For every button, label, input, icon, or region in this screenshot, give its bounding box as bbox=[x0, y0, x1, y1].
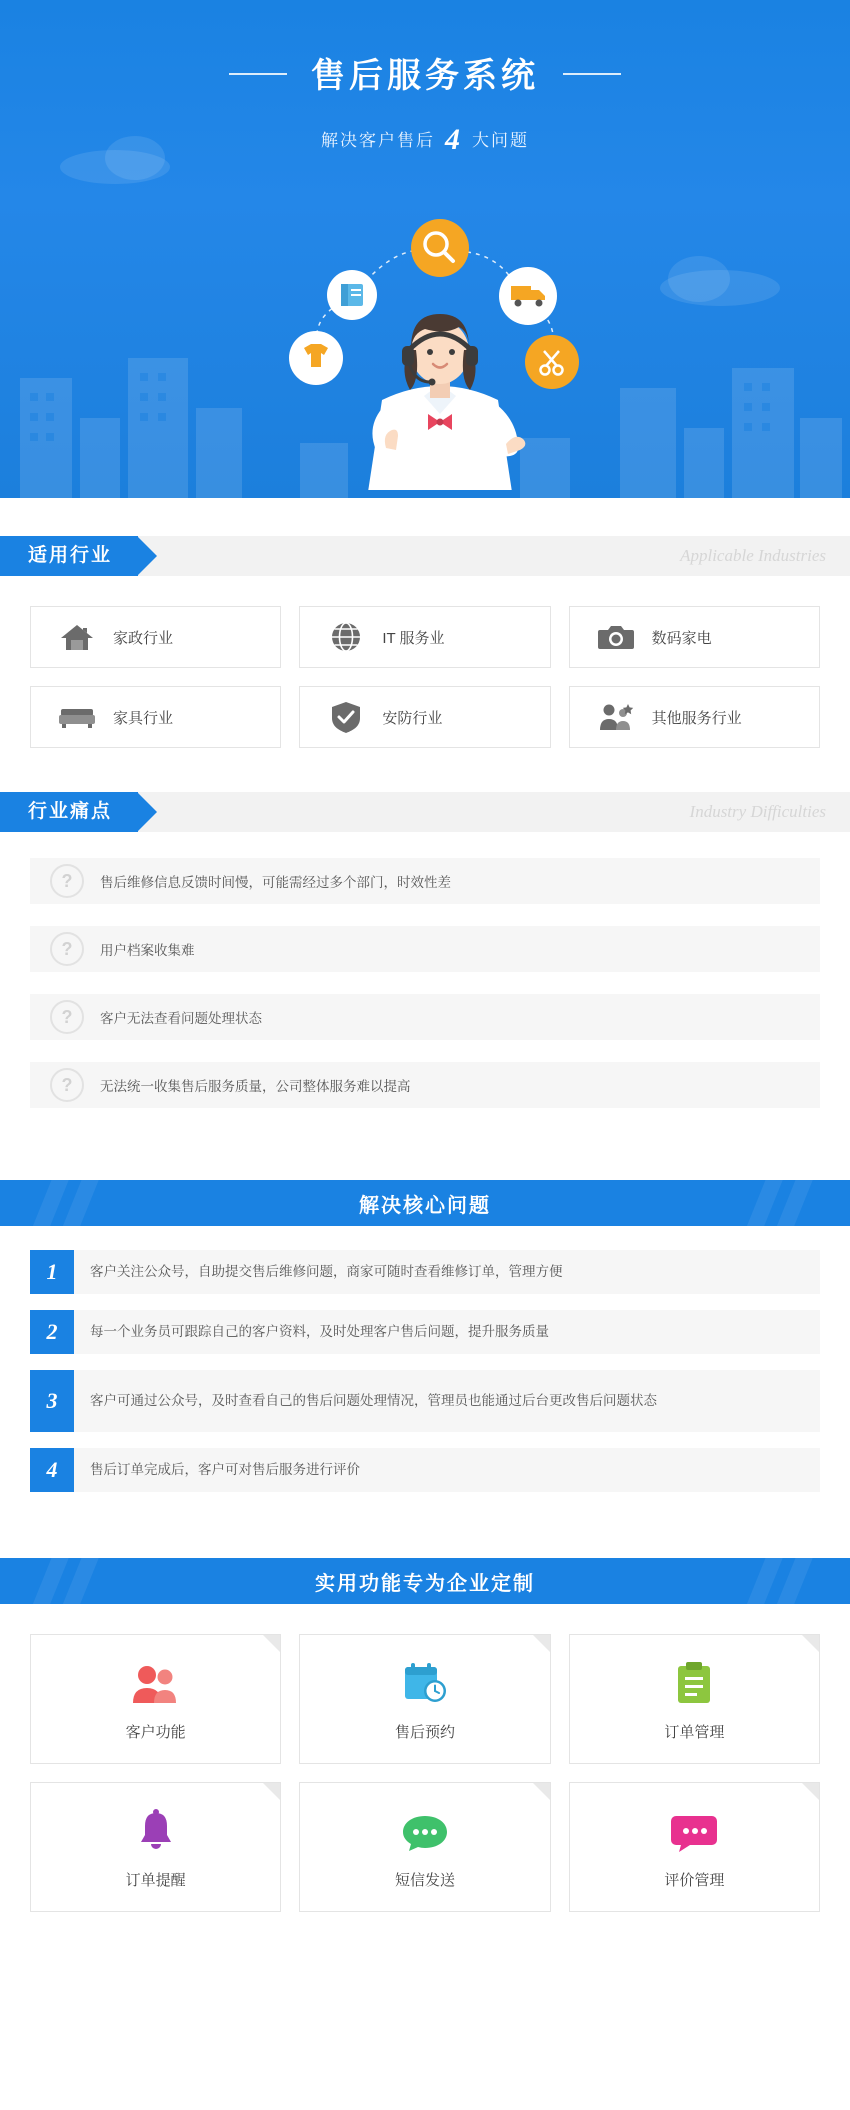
banner-features bbox=[0, 1558, 850, 1604]
solution-number: 4 bbox=[30, 1448, 74, 1492]
bubble-shirt-icon bbox=[289, 331, 343, 385]
pain-point-text: 售后维修信息反馈时间慢，可能需经过多个部门，时效性差 bbox=[100, 875, 451, 890]
sofa-icon bbox=[57, 700, 97, 734]
industry-label: 家政行业 bbox=[113, 629, 174, 647]
banner-solutions bbox=[0, 1180, 850, 1226]
corner-fold-decoration bbox=[533, 1783, 550, 1800]
feature-card-order-management[interactable] bbox=[569, 1634, 820, 1764]
pain-point-text: 客户无法查看问题处理状态 bbox=[100, 1011, 262, 1026]
solution-number: 1 bbox=[30, 1250, 74, 1294]
solution-number: 3 bbox=[30, 1370, 74, 1432]
corner-fold-decoration bbox=[263, 1635, 280, 1652]
industry-card-security[interactable] bbox=[299, 686, 550, 748]
question-mark-icon: ? bbox=[50, 932, 84, 966]
industry-card-furniture[interactable] bbox=[30, 686, 281, 748]
feature-label: 订单管理 bbox=[664, 1723, 725, 1741]
feature-card-appointment[interactable] bbox=[299, 1634, 550, 1764]
hero-title bbox=[311, 48, 539, 97]
industry-card-other-service[interactable] bbox=[569, 686, 820, 748]
camera-icon bbox=[596, 620, 636, 654]
section-en-industries: Applicable Industries bbox=[680, 546, 826, 565]
solution-row bbox=[30, 1370, 820, 1432]
feature-label: 售后预约 bbox=[394, 1723, 455, 1741]
pain-point-row bbox=[30, 994, 820, 1040]
feature-label: 评价管理 bbox=[664, 1871, 725, 1889]
pain-point-row bbox=[30, 1062, 820, 1108]
feature-card-customers[interactable] bbox=[30, 1634, 281, 1764]
corner-fold-decoration bbox=[263, 1783, 280, 1800]
industry-card-digital-appliance[interactable] bbox=[569, 606, 820, 668]
title-rule-right bbox=[563, 73, 621, 75]
bell-icon bbox=[135, 1805, 177, 1853]
industry-label: 安防行业 bbox=[382, 709, 443, 727]
section-header-difficulties bbox=[0, 792, 850, 832]
clipboard-icon bbox=[674, 1657, 714, 1705]
title-rule-left bbox=[229, 73, 287, 75]
hero-title-block bbox=[0, 0, 850, 97]
question-mark-icon: ? bbox=[50, 1068, 84, 1102]
feature-label: 客户功能 bbox=[125, 1723, 186, 1741]
pain-point-text: 无法统一收集售后服务质量，公司整体服务难以提高 bbox=[100, 1079, 411, 1094]
people-star-icon bbox=[596, 700, 636, 734]
bubble-search-icon bbox=[411, 219, 469, 277]
feature-label: 短信发送 bbox=[394, 1871, 455, 1889]
solution-list bbox=[0, 1226, 850, 1518]
hero-banner bbox=[0, 0, 850, 498]
hero-subtitle-number: 4 bbox=[445, 123, 462, 156]
section-header-industries bbox=[0, 536, 850, 576]
banner-features-text: 实用功能专为企业定制 bbox=[315, 1572, 535, 1595]
industry-card-housekeeping[interactable] bbox=[30, 606, 281, 668]
pain-point-list bbox=[0, 832, 850, 1140]
comment-dots-icon bbox=[670, 1805, 718, 1853]
section-tag-difficulties: 行业痛点 bbox=[0, 792, 138, 832]
bubble-book-icon bbox=[327, 270, 377, 320]
hero-subtitle-before: 解决客户售后 bbox=[321, 131, 435, 150]
house-icon bbox=[57, 620, 97, 654]
solution-number: 2 bbox=[30, 1310, 74, 1354]
corner-fold-decoration bbox=[802, 1783, 819, 1800]
feature-card-sms[interactable] bbox=[299, 1782, 550, 1912]
operator-illustration bbox=[368, 314, 525, 490]
industry-label: 其他服务行业 bbox=[651, 709, 742, 727]
bubble-tools-icon bbox=[525, 335, 579, 389]
industry-label: 家具行业 bbox=[113, 709, 174, 727]
hero-illustration bbox=[0, 200, 850, 490]
question-mark-icon: ? bbox=[50, 864, 84, 898]
chat-bubble-icon bbox=[401, 1805, 449, 1853]
feature-grid bbox=[0, 1604, 850, 1952]
corner-fold-decoration bbox=[802, 1635, 819, 1652]
feature-card-order-reminder[interactable] bbox=[30, 1782, 281, 1912]
question-mark-icon: ? bbox=[50, 1000, 84, 1034]
shield-check-icon bbox=[326, 700, 366, 734]
industry-label: IT 服务业 bbox=[382, 629, 445, 647]
bubble-truck-icon bbox=[499, 267, 557, 325]
hero-subtitle bbox=[0, 123, 850, 157]
industry-label: 数码家电 bbox=[651, 629, 712, 647]
solution-text: 每一个业务员可跟踪自己的客户资料，及时处理客户售后问题，提升服务质量 bbox=[74, 1310, 820, 1354]
calendar-clock-icon bbox=[402, 1657, 448, 1705]
solution-row bbox=[30, 1448, 820, 1492]
feature-card-review-management[interactable] bbox=[569, 1782, 820, 1912]
industry-grid bbox=[0, 576, 850, 754]
solution-text: 客户可通过公众号，及时查看自己的售后问题处理情况，管理员也能通过后台更改售后问题状态 bbox=[74, 1370, 820, 1432]
banner-solutions-text: 解决核心问题 bbox=[359, 1194, 491, 1217]
section-tag-industries: 适用行业 bbox=[0, 536, 138, 576]
solution-text: 客户关注公众号，自助提交售后维修问题，商家可随时查看维修订单，管理方便 bbox=[74, 1250, 820, 1294]
globe-icon bbox=[326, 620, 366, 654]
section-en-difficulties: Industry Difficulties bbox=[689, 802, 826, 821]
customers-icon bbox=[131, 1657, 181, 1705]
solution-text: 售后订单完成后，客户可对售后服务进行评价 bbox=[74, 1448, 820, 1492]
pain-point-text: 用户档案收集难 bbox=[100, 943, 195, 958]
solution-row bbox=[30, 1250, 820, 1294]
corner-fold-decoration bbox=[533, 1635, 550, 1652]
industry-card-it-service[interactable] bbox=[299, 606, 550, 668]
pain-point-row bbox=[30, 858, 820, 904]
hero-subtitle-after: 大问题 bbox=[472, 131, 529, 150]
hero-title-text: 售后服务系统 bbox=[311, 57, 539, 95]
solution-row bbox=[30, 1310, 820, 1354]
feature-label: 订单提醒 bbox=[125, 1871, 186, 1889]
pain-point-row bbox=[30, 926, 820, 972]
